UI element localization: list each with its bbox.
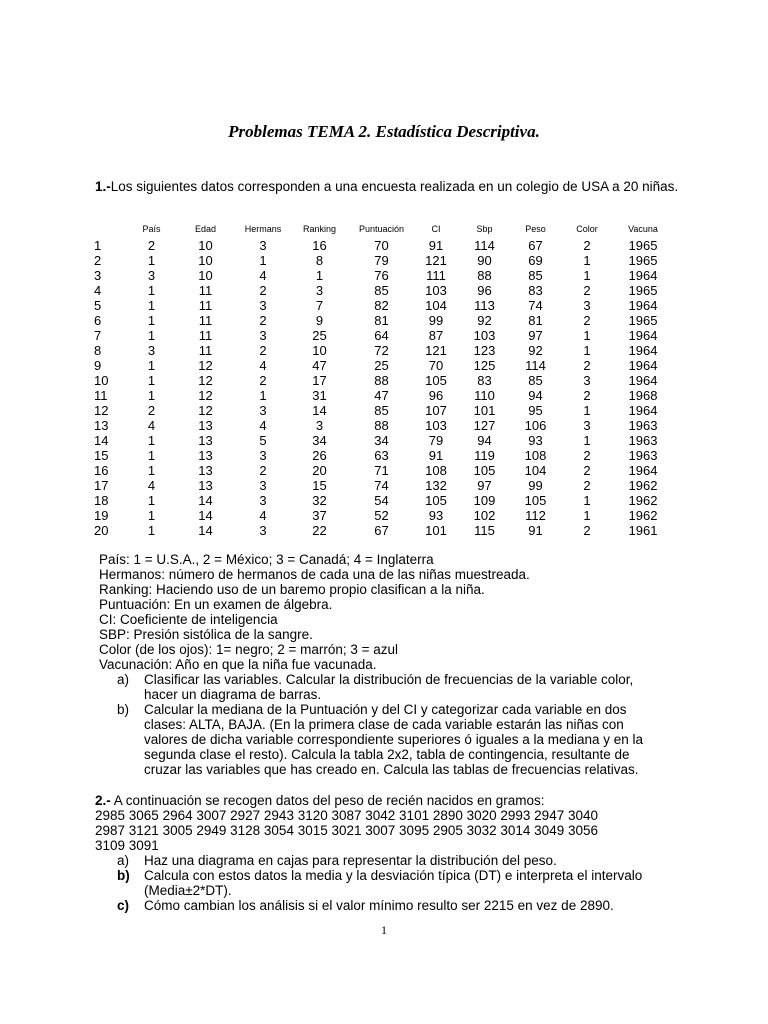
table-cell: 18 — [94, 493, 109, 508]
table-cell: 3 — [259, 403, 267, 418]
table-cell: 3 — [94, 268, 102, 283]
table-header-row — [87, 224, 672, 238]
table-row — [87, 283, 672, 298]
table-cell: 5 — [259, 433, 267, 448]
table-cell: 92 — [477, 313, 492, 328]
problem-2 — [95, 793, 695, 913]
question-item — [95, 898, 664, 913]
question-text: Cómo cambian los análisis si el valor mínimo resulto ser 2215 en vez de 2890. — [144, 898, 614, 913]
table-cell: 3 — [315, 283, 324, 298]
table-cell: 2 — [259, 283, 267, 298]
table-row — [87, 313, 672, 328]
table-cell: 13 — [198, 478, 213, 493]
table-cell: 17 — [94, 478, 109, 493]
table-cell: 14 — [312, 403, 327, 418]
table-cell: 3 — [259, 523, 267, 538]
table-cell: 14 — [198, 523, 213, 538]
table-cell: 64 — [374, 328, 389, 343]
table-cell: 1 — [147, 463, 156, 478]
table-cell: 10 — [198, 253, 213, 268]
table-cell: 52 — [374, 508, 389, 523]
table-cell: 79 — [374, 253, 389, 268]
table-cell: 1964 — [628, 328, 658, 343]
table-cell: 121 — [425, 253, 447, 268]
table-cell: 31 — [312, 388, 327, 403]
table-cell: 9 — [315, 313, 324, 328]
table-cell: 9 — [94, 358, 102, 373]
problem-1-questions — [99, 672, 699, 777]
table-cell: 1964 — [628, 373, 658, 388]
question-item — [99, 672, 664, 702]
table-cell: 93 — [528, 433, 543, 448]
table-cell: 34 — [374, 433, 389, 448]
column-header: País — [142, 224, 161, 234]
table-cell: 1 — [259, 388, 267, 403]
table-cell: 88 — [477, 268, 492, 283]
table-row — [87, 358, 672, 373]
table-cell: 1 — [147, 433, 156, 448]
table-cell: 127 — [473, 418, 496, 433]
table-cell: 13 — [198, 448, 213, 463]
table-cell: 4 — [259, 358, 267, 373]
table-row — [87, 238, 672, 253]
table-cell: 3 — [259, 478, 267, 493]
table-cell: 12 — [198, 373, 213, 388]
table-cell: 67 — [528, 238, 543, 253]
table-row — [87, 403, 672, 418]
table-cell: 114 — [474, 238, 495, 253]
question-marker: a) — [117, 672, 130, 687]
table-cell: 3 — [583, 418, 591, 433]
table-cell: 105 — [524, 493, 547, 508]
table-cell: 1 — [583, 508, 591, 523]
table-cell: 90 — [477, 253, 492, 268]
legend-line: CI: Coeficiente de inteligencia — [99, 612, 278, 627]
page-title: Problemas TEMA 2. Estadística Descriptiva. — [228, 122, 540, 141]
table-cell: 4 — [147, 478, 156, 493]
question-text: Haz una diagrama en cajas para representar la distribución del peso. — [144, 853, 557, 868]
table-cell: 88 — [374, 418, 389, 433]
table-cell: 16 — [94, 463, 109, 478]
table-row — [87, 508, 672, 523]
table-cell: 1 — [259, 253, 267, 268]
table-cell: 11 — [198, 283, 213, 298]
table-cell: 1 — [147, 358, 156, 373]
table-cell: 71 — [374, 463, 389, 478]
table-cell: 11 — [198, 343, 213, 358]
problem-2-intro-text: A continuación se recogen datos del peso de recién nacidos en gramos: — [113, 793, 545, 808]
table-cell: 3 — [259, 238, 267, 253]
table-cell: 1 — [583, 328, 591, 343]
table-cell: 1 — [147, 298, 156, 313]
table-cell: 1 — [583, 268, 591, 283]
table-cell: 1 — [147, 313, 156, 328]
table-cell: 99 — [428, 313, 444, 328]
table-cell: 101 — [425, 523, 447, 538]
legend-line: SBP: Presión sistólica de la sangre. — [99, 627, 313, 642]
table-cell: 70 — [428, 358, 444, 373]
table-cell: 12 — [198, 388, 213, 403]
table-cell: 83 — [528, 283, 543, 298]
table-cell: 1964 — [628, 463, 658, 478]
table-cell: 20 — [312, 463, 327, 478]
legend-line: Color (de los ojos): 1= negro; 2 = marrón; 3 = azul — [99, 642, 399, 657]
problem-2-number: 2.- — [95, 793, 111, 808]
table-cell: 1968 — [628, 388, 658, 403]
table-cell: 16 — [312, 238, 327, 253]
question-marker: b) — [117, 702, 130, 717]
table-cell: 88 — [374, 373, 389, 388]
table-cell: 13 — [198, 433, 213, 448]
table-cell: 2 — [259, 463, 267, 478]
table-cell: 102 — [473, 508, 496, 523]
question-item — [95, 868, 664, 898]
table-cell: 14 — [94, 433, 109, 448]
table-cell: 22 — [312, 523, 327, 538]
table-cell: 17 — [312, 373, 327, 388]
table-cell: 2 — [583, 238, 591, 253]
table-cell: 37 — [312, 508, 327, 523]
legend-line: País: 1 = U.S.A., 2 = México; 3 = Canadá; 4 = Inglaterra — [99, 552, 434, 567]
table-cell: 1965 — [628, 283, 658, 298]
table-cell: 85 — [374, 283, 389, 298]
table-cell: 1 — [147, 253, 156, 268]
table-cell: 10 — [94, 373, 109, 388]
table-cell: 101 — [473, 403, 496, 418]
table-cell: 85 — [374, 403, 389, 418]
table-cell: 14 — [198, 493, 213, 508]
table-row — [87, 463, 672, 478]
question-item — [95, 853, 664, 868]
table-cell: 108 — [524, 448, 547, 463]
table-cell: 13 — [198, 418, 213, 433]
table-cell: 10 — [198, 268, 213, 283]
table-cell: 4 — [259, 268, 267, 283]
table-cell: 1964 — [628, 343, 658, 358]
table-row — [87, 418, 672, 433]
table-cell: 1965 — [628, 253, 658, 268]
table-cell: 74 — [374, 478, 389, 493]
table-row — [87, 268, 672, 283]
table-cell: 76 — [374, 268, 389, 283]
table-cell: 1 — [583, 493, 591, 508]
table-cell: 93 — [428, 508, 444, 523]
table-cell: 26 — [312, 448, 327, 463]
table-cell: 13 — [198, 463, 213, 478]
table-cell: 11 — [198, 313, 213, 328]
table-row — [87, 298, 672, 313]
table-cell: 72 — [374, 343, 389, 358]
variable-legend — [99, 552, 699, 777]
table-cell: 74 — [528, 298, 543, 313]
table-cell: 34 — [312, 433, 327, 448]
data-line: 2985 3065 2964 3007 2927 2943 3120 3087 3042 3101 2890 3020 2993 2947 3040 — [95, 808, 598, 823]
table-cell: 96 — [477, 283, 492, 298]
table-cell: 1965 — [628, 313, 658, 328]
table-cell: 2 — [147, 238, 156, 253]
table-cell: 12 — [198, 403, 213, 418]
table-cell: 1962 — [628, 493, 658, 508]
legend-line: Ranking: Haciendo uso de un baremo propio clasifican a la niña. — [99, 582, 485, 597]
table-cell: 14 — [198, 508, 213, 523]
column-header: Puntuación — [358, 224, 405, 234]
column-header: Color — [576, 224, 598, 234]
table-cell: 1 — [315, 268, 324, 283]
table-cell: 47 — [312, 358, 327, 373]
problem-1-intro-text: Los siguientes datos corresponden a una encuesta realizada en un colegio de USA a 20 niñas. — [110, 179, 679, 194]
problem-2-questions — [95, 853, 695, 913]
question-text: Calcular la mediana de la Puntuación y del CI y categorizar cada variable en dos clases: ALTA, BAJA. (En la primera clase de cada variable estarán las niñas con valores de dicha variable correspondiente superiores ó iguales a la mediana y en la segunda clase el resto). Calcula la tabla 2x2, tabla de contingencia, resultante de cruzar las variables que has creado en. Calcula las tablas de frecuencias relativas. — [144, 702, 644, 777]
column-header — [87, 224, 128, 238]
table-cell: 119 — [474, 448, 495, 463]
table-cell: 1965 — [628, 238, 658, 253]
table-cell: 105 — [425, 373, 447, 388]
question-text: Calcula con estos datos la media y la desviación típica (DT) e interpreta el intervalo (Media±2*DT). — [144, 868, 643, 898]
table-cell: 7 — [315, 298, 324, 313]
table-cell: 3 — [315, 418, 324, 433]
table-cell: 6 — [94, 313, 102, 328]
table-row — [87, 253, 672, 268]
table-cell: 2 — [94, 253, 102, 268]
question-text: Clasificar las variables. Calcular la distribución de frecuencias de la variable color, hacer un diagrama de barras. — [144, 672, 634, 702]
table-cell: 99 — [528, 478, 543, 493]
table-cell: 121 — [425, 343, 447, 358]
table-cell: 97 — [477, 478, 492, 493]
table-cell: 10 — [198, 238, 213, 253]
table-cell: 63 — [374, 448, 389, 463]
table-cell: 104 — [524, 463, 547, 478]
table-cell: 1964 — [628, 268, 658, 283]
table-cell: 107 — [425, 403, 447, 418]
question-marker: a) — [117, 853, 130, 868]
table-cell: 3 — [259, 493, 267, 508]
column-header: Vacuna — [628, 224, 658, 234]
table-cell: 3 — [147, 268, 156, 283]
table-cell: 1964 — [628, 403, 658, 418]
column-header: Edad — [194, 224, 217, 234]
table-cell: 3 — [147, 343, 156, 358]
table-cell: 1 — [583, 403, 591, 418]
table-cell: 3 — [259, 328, 267, 343]
table-cell: 2 — [583, 523, 591, 538]
table-cell: 94 — [477, 433, 492, 448]
table-cell: 3 — [583, 298, 591, 313]
table-cell: 81 — [374, 313, 389, 328]
table-row — [87, 388, 672, 403]
table-cell: 87 — [428, 328, 444, 343]
table-cell: 1963 — [628, 418, 658, 433]
table-cell: 2 — [583, 358, 591, 373]
table-cell: 11 — [94, 388, 108, 403]
table-cell: 1 — [147, 373, 156, 388]
table-cell: 123 — [473, 343, 496, 358]
table-row — [87, 328, 672, 343]
table-cell: 1 — [147, 388, 156, 403]
table-cell: 95 — [528, 403, 543, 418]
birth-weight-data — [95, 808, 695, 853]
table-cell: 54 — [374, 493, 389, 508]
table-cell: 4 — [147, 418, 156, 433]
question-item — [99, 702, 664, 777]
table-cell: 92 — [528, 343, 543, 358]
table-cell: 47 — [374, 388, 389, 403]
survey-data-table — [87, 224, 672, 538]
table-cell: 1962 — [628, 478, 658, 493]
table-cell: 97 — [528, 328, 543, 343]
table-cell: 2 — [259, 313, 267, 328]
table-cell: 25 — [312, 328, 327, 343]
table-cell: 4 — [94, 283, 102, 298]
table-cell: 1964 — [628, 298, 658, 313]
page-number: 1 — [381, 923, 387, 937]
table-cell: 2 — [583, 313, 591, 328]
table-cell: 113 — [474, 298, 495, 313]
table-row — [87, 343, 672, 358]
table-cell: 3 — [259, 448, 267, 463]
legend-line: Vacunación: Año en que la niña fue vacunada. — [99, 657, 377, 672]
table-cell: 8 — [315, 253, 324, 268]
table-cell: 114 — [525, 358, 546, 373]
table-cell: 3 — [583, 373, 591, 388]
column-header: Peso — [525, 224, 546, 234]
data-line: 3109 3091 — [95, 838, 159, 853]
table-body — [87, 238, 672, 538]
table-cell: 132 — [425, 478, 447, 493]
table-cell: 105 — [473, 463, 496, 478]
table-row — [87, 478, 672, 493]
table-row — [87, 448, 672, 463]
table-cell: 1 — [94, 238, 102, 253]
legend-line: Hermanos: número de hermanos de cada una de las niñas muestreada. — [99, 567, 530, 582]
data-line: 2987 3121 3005 2949 3128 3054 3015 3021 3007 3095 2905 3032 3014 3049 3056 — [95, 823, 598, 838]
table-cell: 85 — [528, 373, 543, 388]
table-cell: 83 — [477, 373, 492, 388]
table-cell: 11 — [198, 328, 213, 343]
table-cell: 110 — [474, 388, 495, 403]
table-cell: 67 — [374, 523, 389, 538]
table-cell: 103 — [473, 328, 496, 343]
question-marker: c) — [117, 898, 130, 913]
table-cell: 81 — [528, 313, 543, 328]
table-cell: 1 — [147, 448, 156, 463]
table-cell: 104 — [425, 298, 447, 313]
table-cell: 85 — [528, 268, 543, 283]
table-cell: 1964 — [628, 358, 658, 373]
column-header: Ranking — [302, 224, 337, 234]
table-cell: 91 — [528, 523, 543, 538]
table-cell: 2 — [583, 448, 591, 463]
problem-1-number: 1.- — [95, 179, 111, 194]
question-marker: b) — [117, 868, 130, 883]
table-row — [87, 493, 672, 508]
legend-line: Puntuación: En un examen de álgebra. — [99, 597, 333, 612]
table-cell: 12 — [198, 358, 213, 373]
table-cell: 10 — [312, 343, 327, 358]
table-row — [87, 433, 672, 448]
table-cell: 12 — [94, 403, 109, 418]
table-cell: 2 — [583, 388, 591, 403]
table-cell: 2 — [147, 403, 156, 418]
table-cell: 15 — [312, 478, 327, 493]
table-row — [87, 523, 672, 538]
table-cell: 4 — [259, 508, 267, 523]
table-cell: 112 — [525, 508, 546, 523]
table-cell: 5 — [94, 298, 102, 313]
table-cell: 4 — [259, 418, 267, 433]
table-cell: 7 — [94, 328, 102, 343]
table-cell: 96 — [428, 388, 444, 403]
table-cell: 2 — [583, 463, 591, 478]
table-cell: 1962 — [628, 508, 658, 523]
problem-2-intro — [95, 793, 695, 808]
table-cell: 2 — [259, 343, 267, 358]
table-cell: 79 — [428, 433, 444, 448]
table-cell: 1 — [147, 328, 156, 343]
table-cell: 1963 — [628, 448, 658, 463]
table-cell: 109 — [473, 493, 496, 508]
table-cell: 111 — [426, 268, 446, 283]
table-cell: 2 — [583, 478, 591, 493]
table-cell: 19 — [94, 508, 109, 523]
table-cell: 13 — [94, 418, 109, 433]
table-cell: 2 — [583, 283, 591, 298]
table-cell: 1 — [583, 343, 591, 358]
column-header: Sbp — [476, 224, 493, 234]
table-cell: 91 — [428, 448, 444, 463]
table-cell: 82 — [374, 298, 389, 313]
table-cell: 32 — [312, 493, 327, 508]
table-cell: 8 — [94, 343, 102, 358]
table-cell: 103 — [425, 418, 447, 433]
table-cell: 1 — [583, 433, 591, 448]
table-cell: 25 — [374, 358, 389, 373]
legend-lines — [99, 552, 699, 672]
table-cell: 1 — [147, 493, 156, 508]
table-cell: 70 — [374, 238, 389, 253]
table-cell: 94 — [528, 388, 543, 403]
table-cell: 91 — [428, 238, 444, 253]
table-cell: 1 — [583, 253, 591, 268]
table-cell: 108 — [425, 463, 447, 478]
table-cell: 1 — [147, 523, 156, 538]
table-cell: 11 — [198, 298, 213, 313]
table-cell: 1963 — [628, 433, 658, 448]
table-cell: 2 — [259, 373, 267, 388]
table-cell: 69 — [528, 253, 543, 268]
table-cell: 20 — [94, 523, 109, 538]
table-cell: 106 — [524, 418, 547, 433]
column-header: Hermans — [244, 224, 282, 234]
table-cell: 125 — [473, 358, 496, 373]
table-cell: 3 — [259, 298, 267, 313]
table-cell: 105 — [425, 493, 447, 508]
table-cell: 1961 — [628, 523, 658, 538]
table-cell: 103 — [425, 283, 447, 298]
table-cell: 115 — [474, 523, 495, 538]
table-cell: 1 — [147, 283, 156, 298]
table-row — [87, 373, 672, 388]
table-cell: 1 — [147, 508, 156, 523]
problem-1-intro — [95, 179, 695, 194]
table-cell: 15 — [94, 448, 109, 463]
column-header: CI — [431, 224, 441, 234]
